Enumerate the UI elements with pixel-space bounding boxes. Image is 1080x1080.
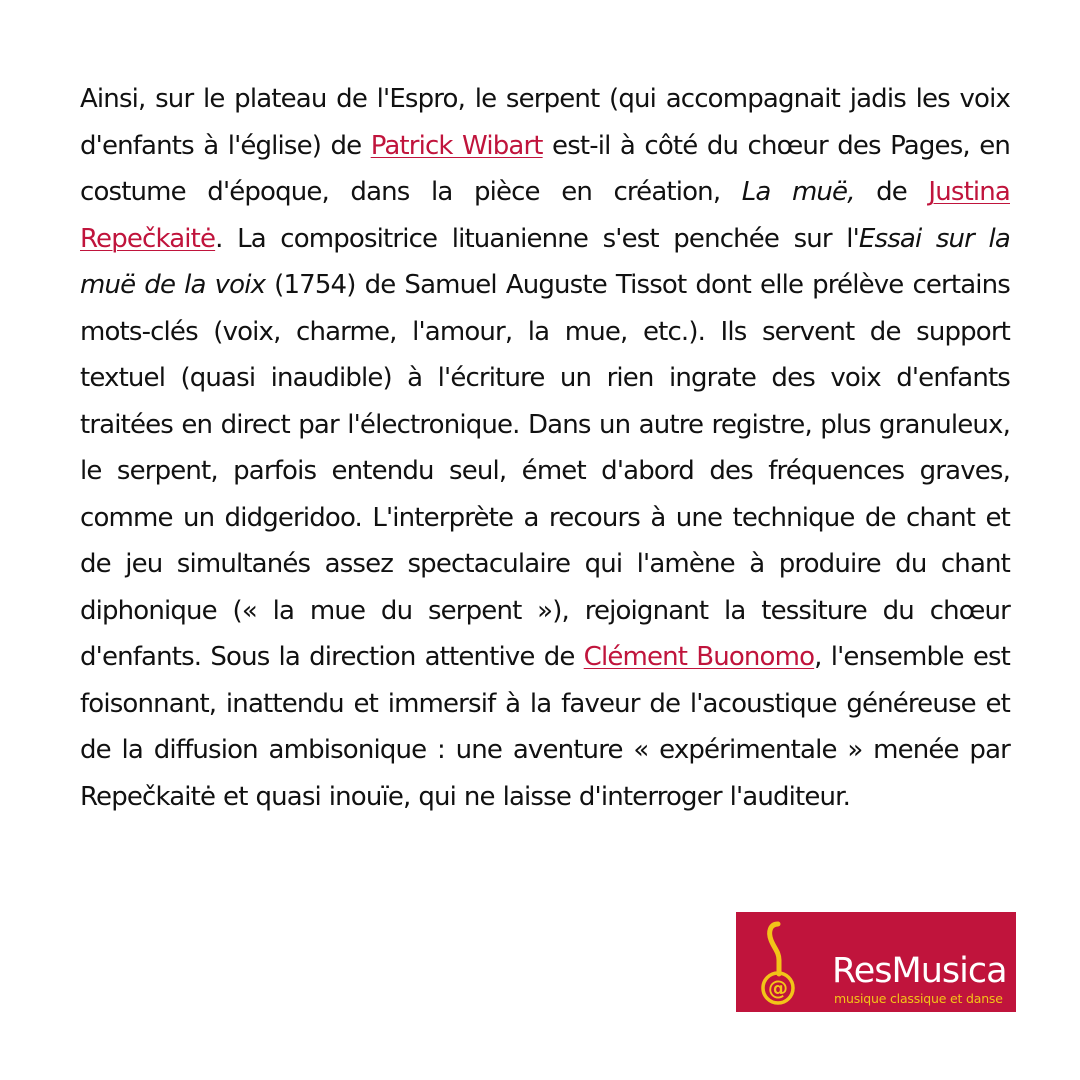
article-text-1: Ainsi, sur le plateau de l'Espro, le serpent (qui accompagnait jadis les voix d'enfants à l'église) de (80, 84, 1010, 161)
link-clement-buonomo[interactable]: Clément Buonomo (583, 642, 815, 672)
article-text-5: (1754) de Samuel Auguste Tissot dont elle prélève certains mots-clés (voix, charme, l'amour, la mue, etc.). Ils servent de support textuel (quasi inaudible) à l'écriture un rien ingrate des voix d'enfants traitées en direct par l'électronique. Dans un autre registre, plus granuleux, le serpent, parfois entendu seul, émet d'abord des fréquences graves, comme un didgeridoo. L'interprète a recours à une technique de chant et de jeu simultanés assez spectaculaire qui l'amène à produire du chant diphonique (« la mue du serpent »), rejoignant la tessiture du chœur d'enfants. Sous la direction attentive de (80, 270, 1010, 672)
article-text-3: de (854, 177, 929, 207)
link-justina-repeckaite[interactable]: Justina Repečkaitė (80, 177, 1010, 254)
article-text-4: . La compositrice lituanienne s'est penchée sur l' (215, 223, 859, 254)
treble-clef-at-sign-icon (748, 918, 808, 1008)
resmusica-logo[interactable] (736, 912, 1016, 1012)
logo-tagline: musique classique et danse (834, 991, 1003, 1006)
svg-text:@: @ (768, 976, 788, 1000)
essay-title: Essai sur la muë de la voix (80, 223, 1010, 300)
work-title: La muë, (741, 177, 855, 207)
article-text-2: est-il à côté du chœur des Pages, en costume d'époque, dans la pièce en création, (80, 130, 1010, 207)
logo-name: ResMusica (832, 951, 1007, 991)
article-text-6: , l'ensemble est foisonnant, inattendu et immersif à la faveur de l'acoustique généreuse et de la diffusion ambisonique : une aventure « expérimentale » menée par Repečkaitė et quasi inouïe, qui ne laisse d'interroger l'auditeur. (80, 642, 1011, 812)
link-patrick-wibart[interactable]: Patrick Wibart (370, 130, 543, 161)
article-paragraph (80, 76, 1010, 820)
